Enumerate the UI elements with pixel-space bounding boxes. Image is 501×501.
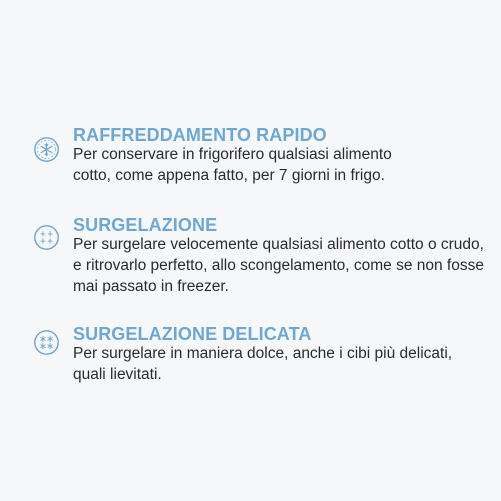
feature-title: SURGELAZIONE DELICATA xyxy=(73,324,312,344)
feature-title: SURGELAZIONE xyxy=(73,215,218,235)
snowflake-gentle-freezing-icon xyxy=(33,329,60,356)
description-line: Per surgelare velocemente qualsiasi alimento cotto o crudo, xyxy=(73,236,484,253)
description-line: e ritrovarlo perfetto, allo scongelamento, come se non fosse xyxy=(73,257,484,274)
feature-title: RAFFREDDAMENTO RAPIDO xyxy=(73,125,327,145)
description-line: Per surgelare in maniera dolce, anche i cibi più delicati, xyxy=(73,345,453,362)
description-line: quali lievitati. xyxy=(73,366,162,383)
description-line: mai passato in freezer. xyxy=(73,278,229,295)
snowflake-freezing-icon xyxy=(33,224,60,251)
feature-description xyxy=(73,144,493,186)
snowflake-rapid-cooling-icon xyxy=(33,136,60,163)
description-line: Per conservare in frigorifero qualsiasi alimento xyxy=(73,146,392,163)
feature-description xyxy=(73,234,493,297)
description-line: cotto, come appena fatto, per 7 giorni in frigo. xyxy=(73,167,385,184)
feature-description xyxy=(73,343,493,385)
